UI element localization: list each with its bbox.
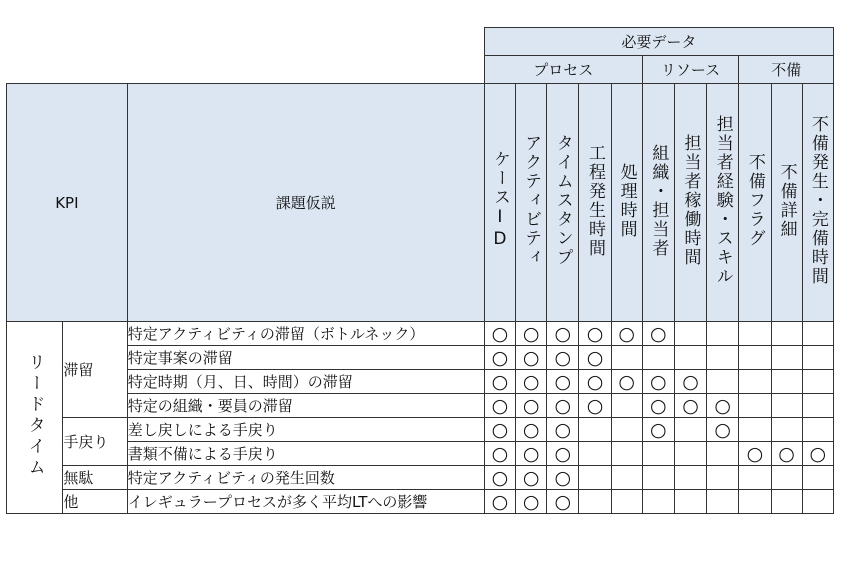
mark-cell-circle: ○	[547, 394, 579, 418]
mark-cell-circle: ○	[516, 466, 547, 490]
subcategory-rework: 手戻り	[63, 418, 127, 466]
category-label: リードタイム	[24, 352, 45, 479]
mark-cell-empty	[771, 490, 802, 514]
mark-cell-empty	[707, 490, 739, 514]
mark-cell-empty	[674, 418, 706, 442]
mark-cell-empty	[611, 466, 642, 490]
mark-cell-circle: ○	[484, 466, 515, 490]
hypothesis-cell: 特定時期（月、日、時間）の滞留	[127, 370, 484, 394]
mark-cell-circle: ○	[547, 418, 579, 442]
mark-cell-circle: ○	[642, 418, 674, 442]
col-header-label: 担当者経験・スキル	[712, 115, 733, 286]
mark-cell-empty	[771, 466, 802, 490]
mark-cell-empty	[674, 322, 706, 346]
hypothesis-cell: 特定アクティビティの滞留（ボトルネック）	[127, 322, 484, 346]
hypothesis-cell: イレギュラープロセスが多く平均LTへの影響	[127, 490, 484, 514]
mark-cell-empty	[579, 418, 611, 442]
col-header-label: 組織・担当者	[648, 143, 669, 258]
col-header-staff-skill	[707, 84, 739, 322]
col-header-label: 不備詳細	[776, 162, 797, 239]
mark-cell-circle: ○	[516, 370, 547, 394]
mark-cell-empty	[674, 466, 706, 490]
mark-cell-empty	[642, 466, 674, 490]
mark-cell-circle: ○	[516, 394, 547, 418]
mark-cell-circle: ○	[484, 346, 515, 370]
mark-cell-circle: ○	[484, 418, 515, 442]
col-header-label: 担当者稼働時間	[680, 134, 701, 267]
mark-cell-empty	[739, 418, 771, 442]
mark-cell-circle: ○	[579, 346, 611, 370]
mark-cell-empty	[802, 322, 833, 346]
blank-corner	[7, 28, 485, 56]
col-header-defect-detail	[771, 84, 802, 322]
col-header-activity	[516, 84, 547, 322]
mark-cell-circle: ○	[642, 370, 674, 394]
mark-cell-circle: ○	[516, 322, 547, 346]
mark-cell-circle: ○	[771, 442, 802, 466]
hypothesis-cell: 特定の組織・要員の滞留	[127, 394, 484, 418]
col-header-step-time	[579, 84, 611, 322]
hypothesis-cell: 書類不備による手戻り	[127, 442, 484, 466]
hypothesis-cell: 差し戻しによる手戻り	[127, 418, 484, 442]
col-header-timestamp	[547, 84, 579, 322]
mark-cell-circle: ○	[802, 442, 833, 466]
mark-cell-circle: ○	[579, 322, 611, 346]
mark-cell-circle: ○	[611, 370, 642, 394]
blank-corner-2	[7, 56, 485, 84]
mark-cell-circle: ○	[547, 346, 579, 370]
col-header-label: 工程発生時間	[584, 143, 605, 258]
mark-cell-empty	[707, 466, 739, 490]
hypothesis-cell: 特定事案の滞留	[127, 346, 484, 370]
mark-cell-circle: ○	[484, 394, 515, 418]
mark-cell-circle: ○	[516, 490, 547, 514]
mark-cell-empty	[739, 394, 771, 418]
col-header-label: ケースID	[489, 150, 510, 251]
col-header-defect-flag	[739, 84, 771, 322]
mark-cell-empty	[579, 466, 611, 490]
hypothesis-cell: 特定アクティビティの発生回数	[127, 466, 484, 490]
mark-cell-circle: ○	[579, 394, 611, 418]
mark-cell-circle: ○	[547, 370, 579, 394]
group-defect-header: 不備	[739, 56, 834, 84]
mark-cell-empty	[802, 466, 833, 490]
subcategory-waste: 無駄	[63, 466, 127, 490]
mark-cell-empty	[771, 394, 802, 418]
mark-cell-empty	[611, 346, 642, 370]
mark-cell-circle: ○	[484, 490, 515, 514]
mark-cell-empty	[611, 490, 642, 514]
mark-cell-empty	[611, 418, 642, 442]
col-header-case-id	[484, 84, 515, 322]
mark-cell-empty	[642, 346, 674, 370]
mark-cell-empty	[802, 370, 833, 394]
mark-cell-empty	[771, 418, 802, 442]
mark-cell-empty	[802, 418, 833, 442]
required-data-header: 必要データ	[484, 28, 833, 56]
category-lead-time	[7, 322, 63, 514]
col-header-org-staff	[642, 84, 674, 322]
mark-cell-empty	[707, 442, 739, 466]
mark-cell-empty	[739, 466, 771, 490]
mark-cell-empty	[642, 490, 674, 514]
mark-cell-empty	[611, 394, 642, 418]
mark-cell-circle: ○	[579, 370, 611, 394]
mark-cell-empty	[707, 322, 739, 346]
mark-cell-circle: ○	[707, 394, 739, 418]
mark-cell-circle: ○	[642, 394, 674, 418]
col-header-staff-hours	[674, 84, 706, 322]
mark-cell-empty	[642, 442, 674, 466]
subcategory-other: 他	[63, 490, 127, 514]
mark-cell-empty	[802, 346, 833, 370]
mark-cell-empty	[707, 370, 739, 394]
mark-cell-empty	[674, 346, 706, 370]
mark-cell-empty	[771, 322, 802, 346]
col-header-label: アクティビティ	[521, 134, 542, 267]
mark-cell-circle: ○	[484, 370, 515, 394]
kpi-header: KPI	[7, 84, 128, 322]
group-process-header: プロセス	[484, 56, 642, 84]
mark-cell-empty	[739, 490, 771, 514]
mark-cell-empty	[802, 394, 833, 418]
col-header-label: 不備発生・完備時間	[807, 115, 828, 286]
mark-cell-circle: ○	[547, 442, 579, 466]
mark-cell-circle: ○	[547, 490, 579, 514]
mark-cell-empty	[739, 322, 771, 346]
kpi-table	[6, 27, 834, 514]
mark-cell-circle: ○	[516, 442, 547, 466]
mark-cell-circle: ○	[547, 322, 579, 346]
mark-cell-circle: ○	[642, 322, 674, 346]
mark-cell-circle: ○	[547, 466, 579, 490]
mark-cell-empty	[579, 442, 611, 466]
mark-cell-empty	[739, 370, 771, 394]
mark-cell-empty	[674, 490, 706, 514]
mark-cell-circle: ○	[484, 322, 515, 346]
group-resource-header: リソース	[642, 56, 739, 84]
mark-cell-empty	[771, 370, 802, 394]
mark-cell-empty	[579, 490, 611, 514]
mark-cell-circle: ○	[484, 442, 515, 466]
col-header-processing-time	[611, 84, 642, 322]
mark-cell-circle: ○	[707, 418, 739, 442]
mark-cell-empty	[611, 442, 642, 466]
hypothesis-header: 課題仮説	[127, 84, 484, 322]
mark-cell-circle: ○	[516, 418, 547, 442]
mark-cell-empty	[674, 442, 706, 466]
subcategory-stagnation: 滞留	[63, 322, 127, 418]
col-header-label: 処理時間	[616, 162, 637, 239]
mark-cell-circle: ○	[674, 370, 706, 394]
mark-cell-empty	[802, 490, 833, 514]
mark-cell-circle: ○	[516, 346, 547, 370]
mark-cell-empty	[739, 346, 771, 370]
mark-cell-empty	[771, 346, 802, 370]
mark-cell-empty	[707, 346, 739, 370]
col-header-label: 不備フラグ	[744, 153, 765, 248]
col-header-defect-time	[802, 84, 833, 322]
mark-cell-circle: ○	[739, 442, 771, 466]
col-header-label: タイムスタンプ	[552, 134, 573, 267]
mark-cell-circle: ○	[674, 394, 706, 418]
mark-cell-circle: ○	[611, 322, 642, 346]
